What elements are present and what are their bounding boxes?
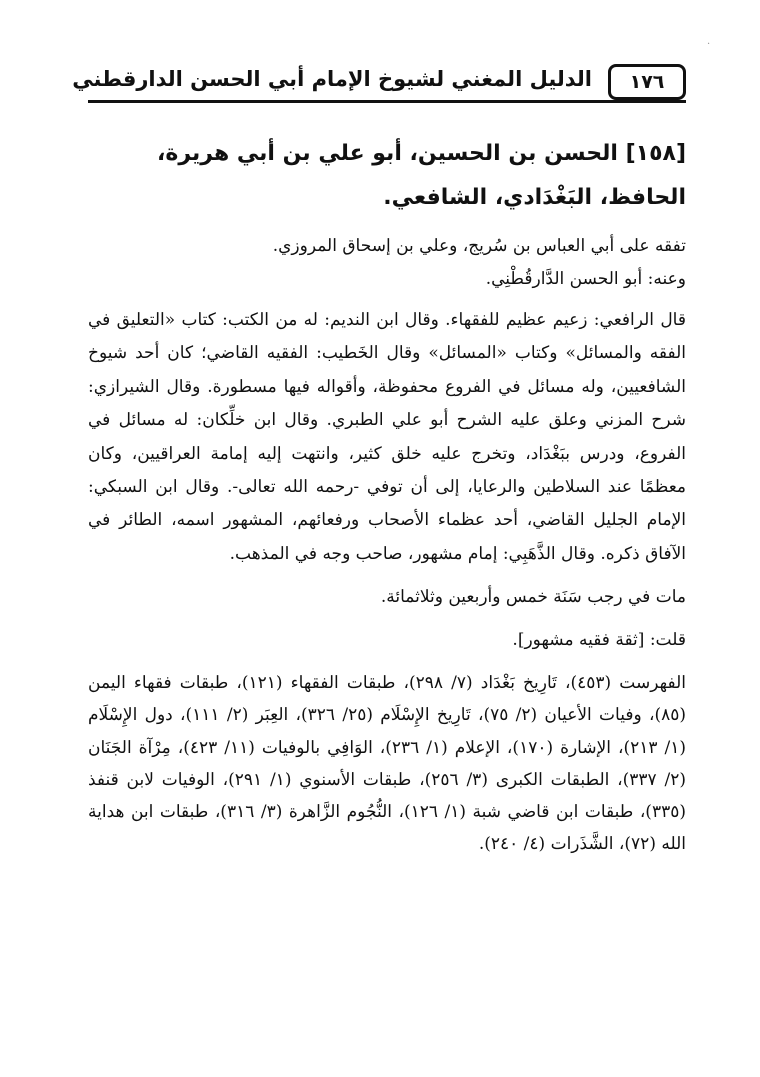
header-divider (88, 100, 686, 103)
page-header (72, 60, 686, 100)
biography-block (88, 304, 686, 571)
references-paragraph: الفهرست (٤٥٣)، تَارِيخ بَغْدَاد (٧/ ٢٩٨)، طبقات الفقهاء (١٢١)، طبقات فقهاء اليمن (٨٥)، وفيات الأعيان (٢/ ٧٥)، تَارِيخ الإِسْلَام (٢٥/ ٣٢٦)، العِبَر (٢/ ١١١)، دول الإِسْلَام (١/ ٢١٣)، الإشارة (١٧٠)، الإعلام (١/ ٢٣٦)، الوَافِي بالوفيات (١١/ ٤٢٣)، مِرْآة الجَنَان (٢/ ٣٣٧)، الطبقات الكبرى (٣/ ٢٥٦)، طبقات الأسنوي (١/ ٢٩١)، الوفيات لابن قنفذ (٣٣٥)، طبقات ابن قاضي شبة (١/ ١٢٦)، النُّجُوم الزَّاهرة (٣/ ٣١٦)، طبقات ابن هداية الله (٧٢)، الشَّذَرات (٤/ ٢٤٠). (88, 673, 686, 855)
running-title: الدليل المغني لشيوخ الإمام أبي الحسن الدارقطني (72, 67, 592, 91)
verdict-line: قلت: [ثقة فقيه مشهور]. (512, 630, 686, 651)
entry-title: [١٥٨] الحسن بن الحسين، أبو علي بن أبي هريرة، الحافظ، البَغْدَادي، الشافعي. (157, 141, 686, 210)
teachers-line: تفقه على أبي العباس بن سُريج، وعلي بن إسحاق المروزي. (272, 236, 686, 256)
biography-paragraph: قال الرافعي: زعيم عظيم للفقهاء. وقال ابن النديم: له من الكتب: كتاب «التعليق في الفقه والمسائل» وكتاب «المسائل» وقال الخَطيب: الفقيه القاضي؛ كان أحد شيوخ الشافعيين، وله مسائل في الفروع محفوظة، وأقواله فيها مسطورة. وقال الشيرازي: شرح المزني وعلق عليه الشرح أبو علي الطبري. وقال ابن خلِّكان: له مسائل في الفروع، ودرس ببَغْدَاد، وتخرج عليه خلق كثير، وانتهت إليه إمامة العراقيين، وكان معظمًا عند السلاطين والرعايا، إلى أن توفي -رحمه الله تعالى-. وقال ابن السبكي: الإمام الجليل القاضي، أحد عظماء الأصحاب ورفعائهم، المشهور اسمه، الطائر في الآفاق ذكره. وقال الذَّهَبِي: إمام مشهور، صاحب وجه في المذهب. (88, 310, 687, 564)
students-line: وعنه: أبو الحسن الدَّارقُطْنِي. (485, 269, 686, 289)
entry-body (88, 132, 686, 860)
death-line: مات في رجب سَنَة خمس وأربعين وثلاثمائة. (380, 587, 686, 608)
page-number: ١٧٦ (608, 64, 686, 100)
scan-speck: · (707, 39, 711, 50)
references-block (88, 667, 686, 860)
